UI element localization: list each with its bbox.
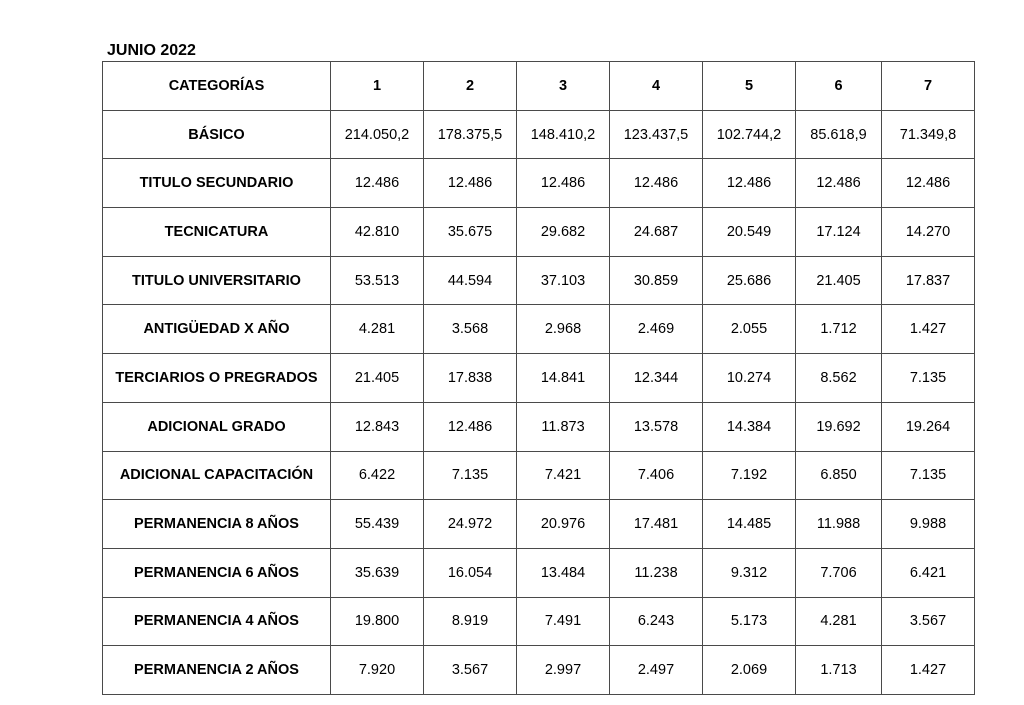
- table-cell-value: 6.422: [331, 451, 424, 500]
- table-cell-value: 178.375,5: [424, 110, 517, 159]
- table-cell-value: 7.421: [517, 451, 610, 500]
- row-category-label: TECNICATURA: [103, 208, 331, 257]
- table-cell-value: 7.135: [882, 354, 975, 403]
- table-cell-value: 5.173: [703, 597, 796, 646]
- table-cell-value: 7.491: [517, 597, 610, 646]
- table-row: [103, 402, 975, 451]
- table-row: [103, 451, 975, 500]
- table-row: [103, 646, 975, 695]
- table-cell-value: 17.124: [796, 208, 882, 257]
- row-category-label: TITULO UNIVERSITARIO: [103, 256, 331, 305]
- table-cell-value: 7.135: [424, 451, 517, 500]
- table-cell-value: 12.486: [610, 159, 703, 208]
- header-column: 3: [517, 62, 610, 111]
- table-cell-value: 13.484: [517, 548, 610, 597]
- table-cell-value: 6.421: [882, 548, 975, 597]
- table-row: [103, 110, 975, 159]
- table-cell-value: 14.270: [882, 208, 975, 257]
- table-cell-value: 9.988: [882, 500, 975, 549]
- table-cell-value: 11.988: [796, 500, 882, 549]
- header-column: 1: [331, 62, 424, 111]
- table-cell-value: 19.800: [331, 597, 424, 646]
- table-cell-value: 6.850: [796, 451, 882, 500]
- header-column: 2: [424, 62, 517, 111]
- table-cell-value: 20.976: [517, 500, 610, 549]
- table-cell-value: 214.050,2: [331, 110, 424, 159]
- table-cell-value: 44.594: [424, 256, 517, 305]
- table-cell-value: 12.486: [882, 159, 975, 208]
- table-cell-value: 4.281: [331, 305, 424, 354]
- table-cell-value: 12.486: [703, 159, 796, 208]
- table-cell-value: 123.437,5: [610, 110, 703, 159]
- table-cell-value: 19.264: [882, 402, 975, 451]
- table-cell-value: 10.274: [703, 354, 796, 403]
- table-row: [103, 548, 975, 597]
- table-cell-value: 7.135: [882, 451, 975, 500]
- page-title: JUNIO 2022: [107, 42, 196, 59]
- table-cell-value: 2.055: [703, 305, 796, 354]
- table-row: [103, 159, 975, 208]
- row-category-label: PERMANENCIA 2 AÑOS: [103, 646, 331, 695]
- table-cell-value: 12.344: [610, 354, 703, 403]
- table-cell-value: 30.859: [610, 256, 703, 305]
- table-cell-value: 148.410,2: [517, 110, 610, 159]
- table-row: [103, 208, 975, 257]
- header-column: 6: [796, 62, 882, 111]
- row-category-label: ADICIONAL CAPACITACIÓN: [103, 451, 331, 500]
- row-category-label: TITULO SECUNDARIO: [103, 159, 331, 208]
- table-cell-value: 12.486: [424, 402, 517, 451]
- table-cell-value: 7.192: [703, 451, 796, 500]
- table-cell-value: 2.968: [517, 305, 610, 354]
- table-cell-value: 3.568: [424, 305, 517, 354]
- header-column: 7: [882, 62, 975, 111]
- table-cell-value: 17.481: [610, 500, 703, 549]
- table-cell-value: 102.744,2: [703, 110, 796, 159]
- table-cell-value: 55.439: [331, 500, 424, 549]
- table-cell-value: 7.920: [331, 646, 424, 695]
- table-row: [103, 500, 975, 549]
- row-category-label: ADICIONAL GRADO: [103, 402, 331, 451]
- table-cell-value: 14.841: [517, 354, 610, 403]
- table-cell-value: 24.972: [424, 500, 517, 549]
- table-cell-value: 3.567: [424, 646, 517, 695]
- table-cell-value: 12.486: [796, 159, 882, 208]
- table-cell-value: 21.405: [331, 354, 424, 403]
- table-cell-value: 1.712: [796, 305, 882, 354]
- table-header-row: [103, 62, 975, 111]
- table-cell-value: 20.549: [703, 208, 796, 257]
- table-cell-value: 21.405: [796, 256, 882, 305]
- table-cell-value: 8.562: [796, 354, 882, 403]
- header-category: CATEGORÍAS: [103, 62, 331, 111]
- table-cell-value: 35.639: [331, 548, 424, 597]
- table-cell-value: 2.997: [517, 646, 610, 695]
- table-cell-value: 85.618,9: [796, 110, 882, 159]
- table-cell-value: 7.706: [796, 548, 882, 597]
- table-cell-value: 12.843: [331, 402, 424, 451]
- table-row: [103, 354, 975, 403]
- table-row: [103, 256, 975, 305]
- table-cell-value: 16.054: [424, 548, 517, 597]
- header-column: 5: [703, 62, 796, 111]
- table-cell-value: 13.578: [610, 402, 703, 451]
- table-cell-value: 35.675: [424, 208, 517, 257]
- table-cell-value: 9.312: [703, 548, 796, 597]
- table-cell-value: 25.686: [703, 256, 796, 305]
- row-category-label: PERMANENCIA 6 AÑOS: [103, 548, 331, 597]
- table-cell-value: 12.486: [331, 159, 424, 208]
- table-cell-value: 11.873: [517, 402, 610, 451]
- row-category-label: ANTIGÜEDAD X AÑO: [103, 305, 331, 354]
- table-cell-value: 17.837: [882, 256, 975, 305]
- header-column: 4: [610, 62, 703, 111]
- table-cell-value: 2.497: [610, 646, 703, 695]
- table-cell-value: 2.469: [610, 305, 703, 354]
- table-cell-value: 14.485: [703, 500, 796, 549]
- table-cell-value: 3.567: [882, 597, 975, 646]
- table-cell-value: 7.406: [610, 451, 703, 500]
- table-cell-value: 12.486: [517, 159, 610, 208]
- table-cell-value: 11.238: [610, 548, 703, 597]
- table-cell-value: 4.281: [796, 597, 882, 646]
- table-cell-value: 19.692: [796, 402, 882, 451]
- table-cell-value: 24.687: [610, 208, 703, 257]
- table-row: [103, 597, 975, 646]
- table-cell-value: 6.243: [610, 597, 703, 646]
- table-cell-value: 2.069: [703, 646, 796, 695]
- table-cell-value: 1.713: [796, 646, 882, 695]
- table-cell-value: 37.103: [517, 256, 610, 305]
- table-cell-value: 12.486: [424, 159, 517, 208]
- table-cell-value: 42.810: [331, 208, 424, 257]
- row-category-label: PERMANENCIA 4 AÑOS: [103, 597, 331, 646]
- row-category-label: PERMANENCIA 8 AÑOS: [103, 500, 331, 549]
- table-cell-value: 29.682: [517, 208, 610, 257]
- row-category-label: BÁSICO: [103, 110, 331, 159]
- table-row: [103, 305, 975, 354]
- salary-table: [102, 61, 975, 695]
- table-cell-value: 14.384: [703, 402, 796, 451]
- table-cell-value: 71.349,8: [882, 110, 975, 159]
- table-cell-value: 53.513: [331, 256, 424, 305]
- table-cell-value: 1.427: [882, 305, 975, 354]
- table-cell-value: 8.919: [424, 597, 517, 646]
- table-cell-value: 17.838: [424, 354, 517, 403]
- row-category-label: TERCIARIOS O PREGRADOS: [103, 354, 331, 403]
- table-cell-value: 1.427: [882, 646, 975, 695]
